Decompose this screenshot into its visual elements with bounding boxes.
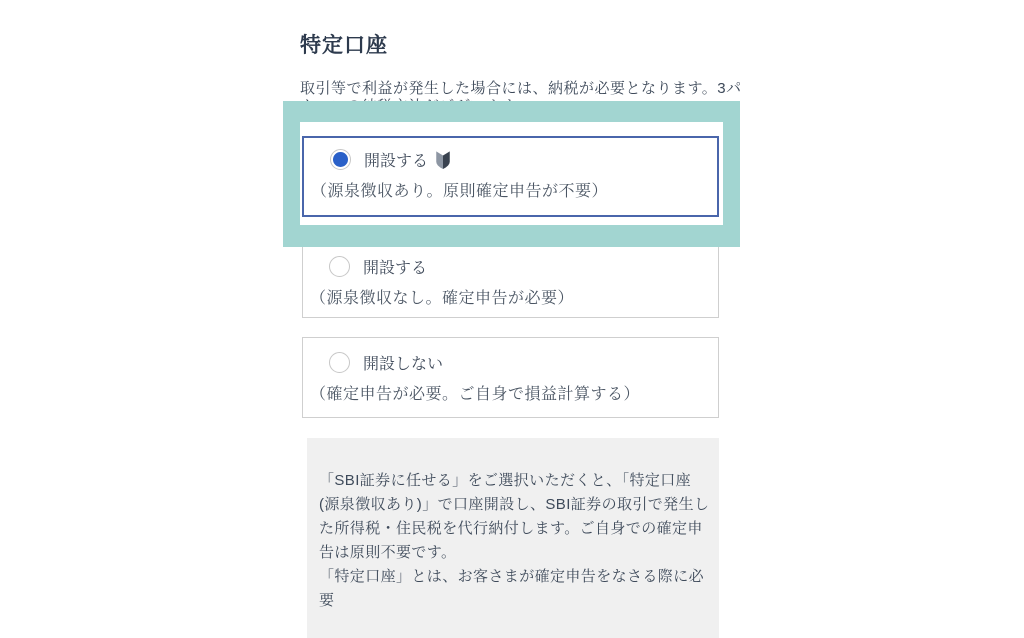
option-card-open-with-withholding[interactable]	[302, 136, 719, 217]
radio-selected-icon[interactable]	[330, 149, 351, 170]
option-label: 開設しない	[363, 356, 444, 373]
info-paragraph-1: 「SBI証券に任せる」をご選択いただくと、「特定口座(源泉徴収あり)」で口座開設し、SBI証券の取引で発生した所得税・住民税を代行納付します。ご自身での確定申告は原則不要です。	[319, 472, 710, 561]
highlight-overlay-bottom	[283, 225, 740, 247]
info-paragraph-2: 「特定口座」とは、お客さまが確定申告をなさる際に必要	[319, 568, 705, 609]
option-label: 開設する	[364, 148, 452, 171]
info-box	[307, 438, 719, 638]
highlight-overlay-top	[283, 101, 740, 122]
section-description-line1: 取引等で利益が発生した場合には、納税が必要となります。3パ	[300, 80, 742, 97]
radio-unselected-icon[interactable]	[329, 352, 350, 373]
beginner-mark-icon	[434, 149, 452, 170]
page-title: 特定口座	[300, 34, 388, 57]
option-card-open-without-withholding[interactable]	[302, 238, 719, 318]
highlight-overlay-right	[723, 122, 740, 225]
option-note: （源泉徴収なし。確定申告が必要）	[310, 290, 575, 307]
radio-unselected-icon[interactable]	[329, 256, 350, 277]
option-card-do-not-open[interactable]	[302, 337, 719, 418]
option-label: 開設する	[363, 260, 428, 277]
option-note: （源泉徴収あり。原則確定申告が不要）	[311, 183, 609, 200]
radio-row[interactable]	[304, 148, 717, 171]
radio-row[interactable]	[303, 351, 718, 374]
option-note: （確定申告が必要。ご自身で損益計算する）	[310, 386, 641, 403]
highlight-overlay-left	[283, 122, 300, 225]
radio-row[interactable]	[303, 255, 718, 278]
